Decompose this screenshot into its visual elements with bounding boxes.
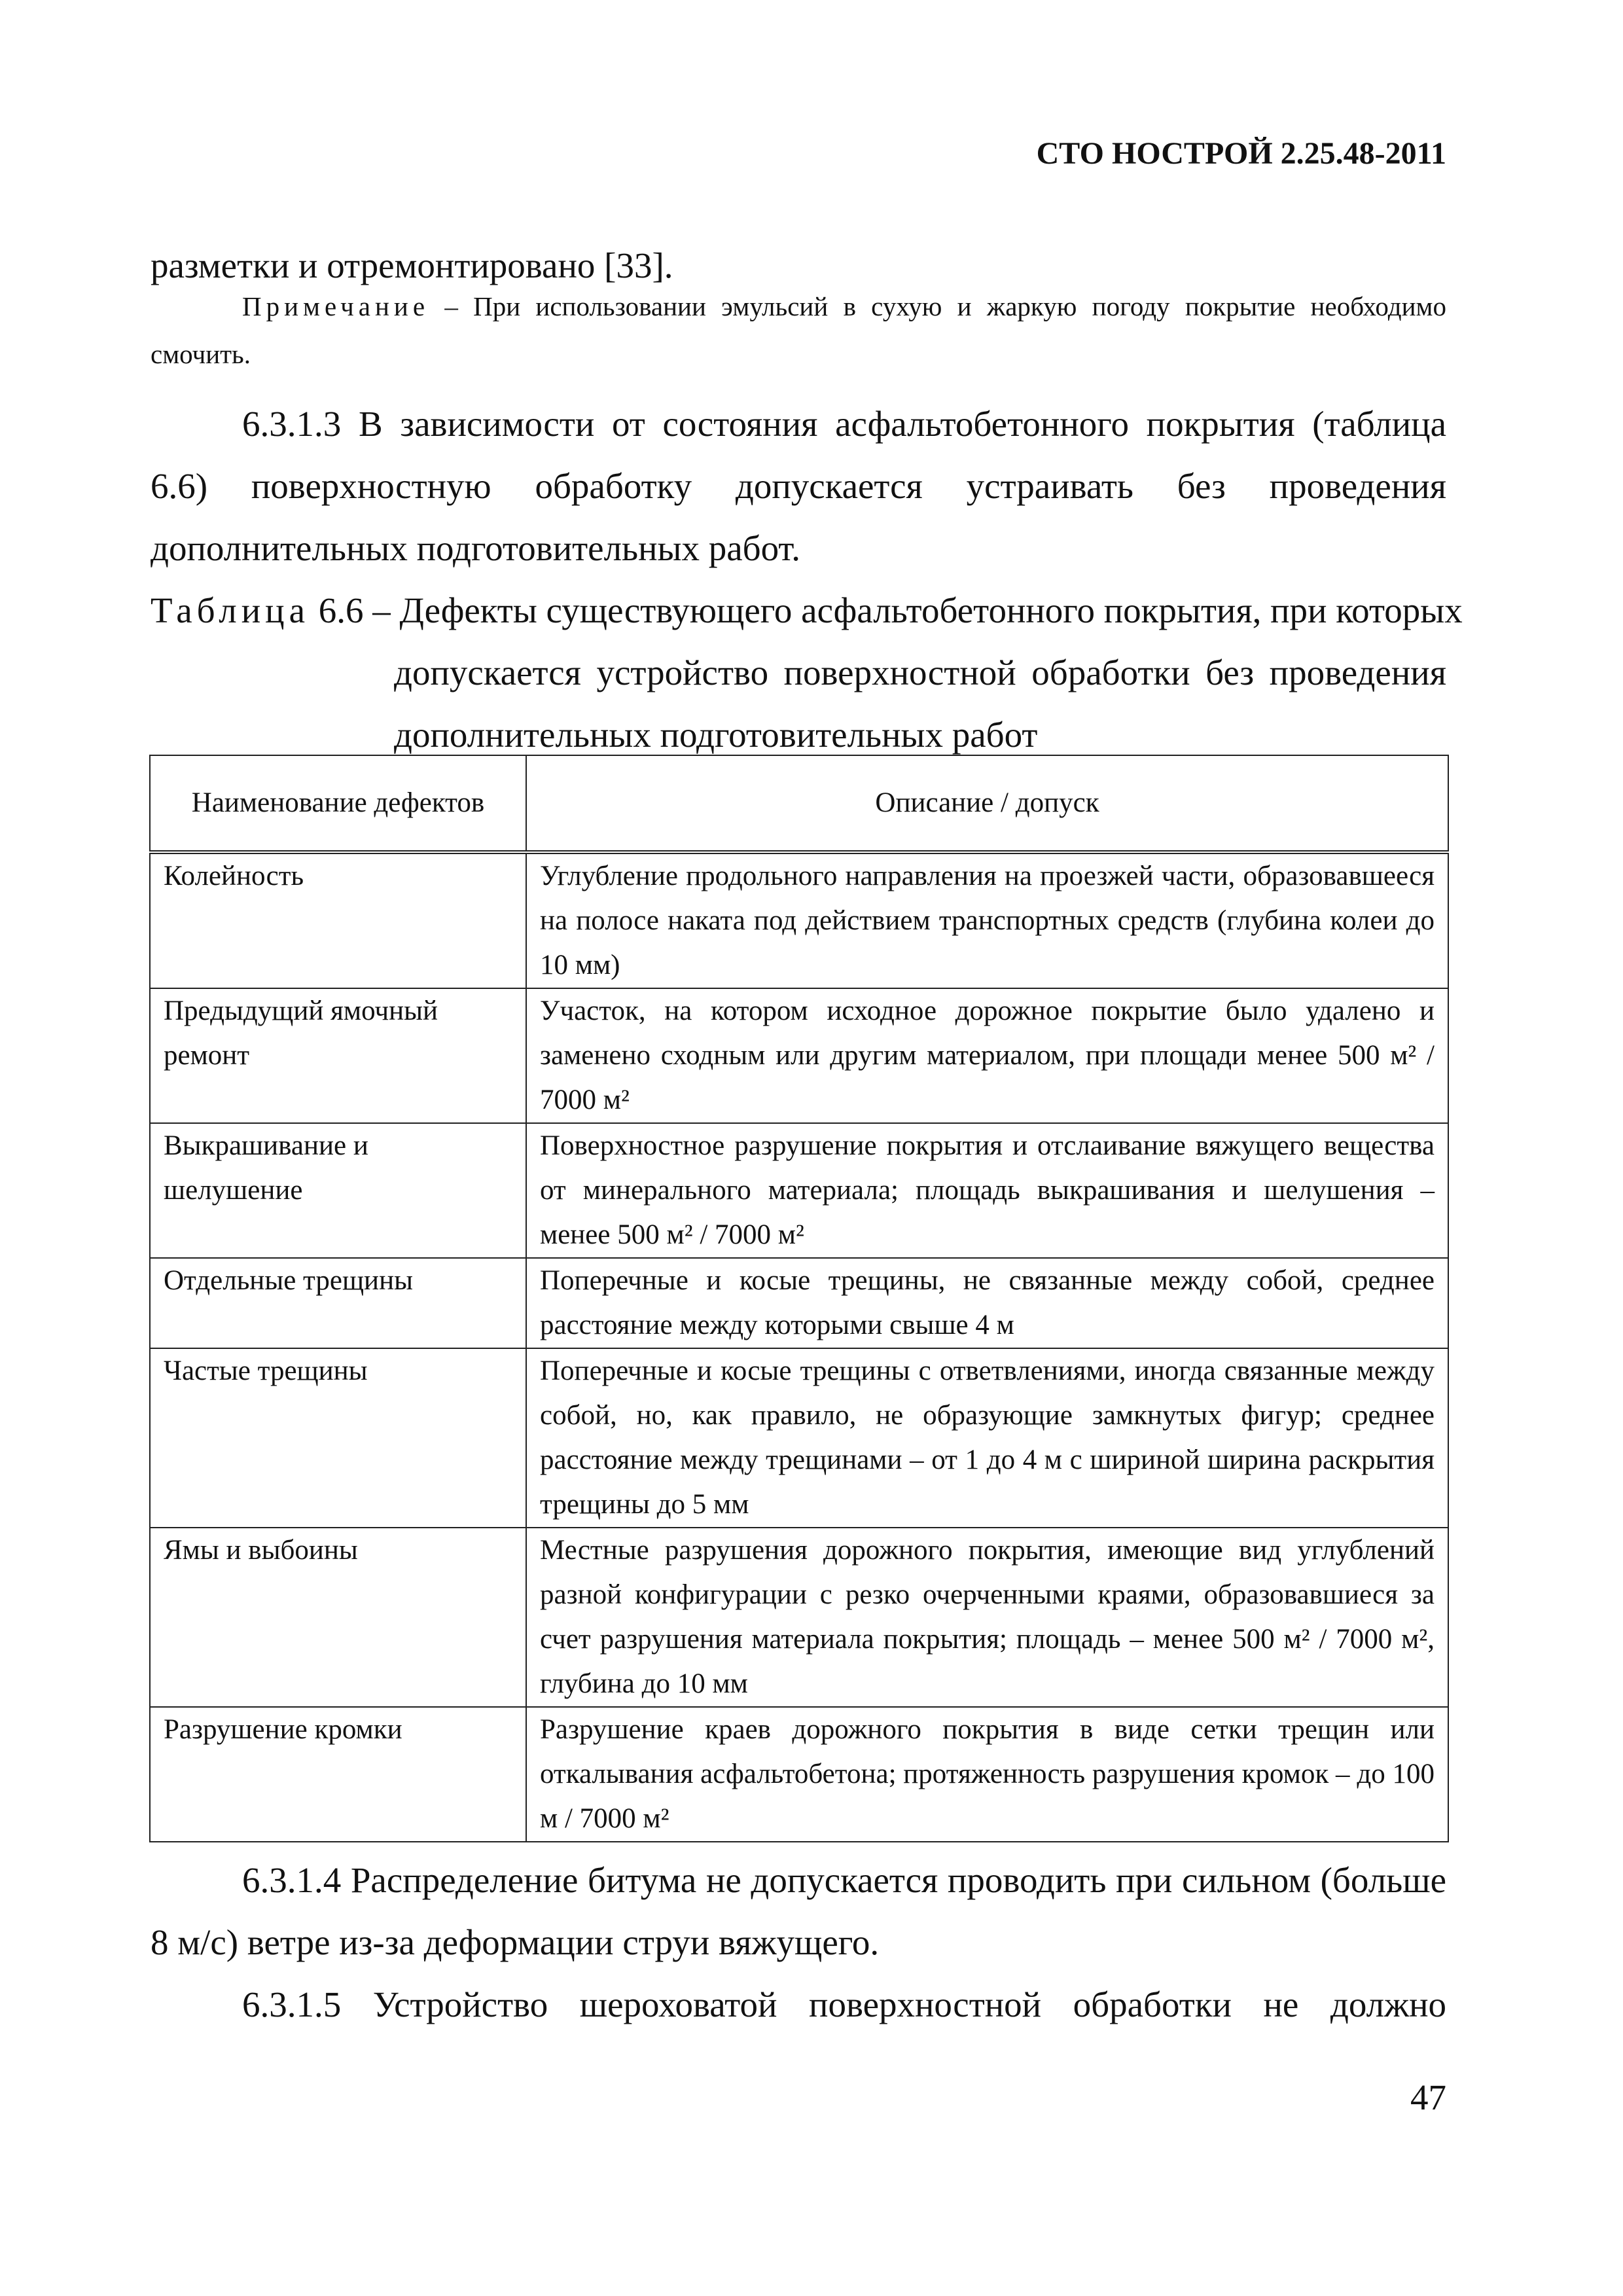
defect-name-cell: Отдельные трещины [150,1258,526,1348]
defect-name-cell: Предыдущий ямочный ремонт [150,988,526,1123]
header-description: Описание / допуск [526,755,1448,852]
defect-description-cell: Местные разрушения дорожного покрытия, имеющие вид углублений разной конфигурации с резко очерченными краями, образовавшиеся за счет разрушения материала покрытия; площадь – менее 500 м² / 7000 м², глубина до 10 мм [526,1528,1448,1707]
note-text: – При использовании эмульсий в сухую и жаркую погоду покрытие необходимо смочить. [151,291,1446,369]
intro-line: разметки и отремонтировано [33]. [151,245,673,285]
paragraph-6-3-1-3: 6.3.1.3 В зависимости от состояния асфальтобетонного покрытия (таблица 6.6) поверхностную обработку допускается устраивать без проведения дополнительных подготовительных работ. [151,404,1446,568]
table-caption [151,579,1463,766]
table-row [150,1528,1448,1707]
defect-name-cell: Колейность [150,852,526,988]
paragraph-6-3-1-5: 6.3.1.5 Устройство шероховатой поверхностной обработки не должно [242,1984,1446,2024]
table-row [150,988,1448,1123]
defect-description-cell: Поперечные и косые трещины с ответвлениями, иногда связанные между собой, но, как правило, не образующие замкнутых фигур; среднее расстояние между трещинами – от 1 до 4 м с шириной ширина раскрытия трещины до 5 мм [526,1348,1448,1528]
table-row [150,1258,1448,1348]
table-header-row [150,755,1448,852]
defect-name-cell: Ямы и выбоины [150,1528,526,1707]
defect-description-cell: Углубление продольного направления на проезжей части, образовавшееся на полосе наката под действием транспортных средств (глубина колеи до 10 мм) [526,852,1448,988]
document-header: СТО НОСТРОЙ 2.25.48-2011 [1036,136,1446,171]
defect-name-cell: Частые трещины [150,1348,526,1528]
page-number: 47 [1410,2077,1446,2117]
defect-description-cell: Участок, на котором исходное дорожное покрытие было удалено и заменено сходным или другим материалом, при площади менее 500 м² / 7000 м² [526,988,1448,1123]
defect-name-cell: Выкрашивание и шелушение [150,1123,526,1258]
table-row [150,852,1448,988]
table-row [150,1123,1448,1258]
paragraph-6-3-1-4: 6.3.1.4 Распределение битума не допускается проводить при сильном (больше 8 м/с) ветре из-за деформации струи вяжущего. [151,1860,1446,1962]
table-caption-label: Таблица [151,590,310,630]
defects-table [149,755,1449,1842]
header-defect-name: Наименование дефектов [150,755,526,852]
note-label: Примечание [242,291,430,321]
note-paragraph [151,283,1446,378]
table-row [150,1707,1448,1842]
defect-description-cell: Поверхностное разрушение покрытия и отслаивание вяжущего вещества от минерального материала; площадь выкрашивания и шелушения – менее 500 м² / 7000 м² [526,1123,1448,1258]
table-caption-line1 [151,579,1463,641]
table-caption-title-start: 6.6 – Дефекты существующего асфальтобетонного покрытия, при которых [309,590,1463,630]
defect-description-cell: Разрушение краев дорожного покрытия в виде сетки трещин или откалывания асфальтобетона; протяженность разрушения кромок – до 100 м / 7000 м² [526,1707,1448,1842]
defect-name-cell: Разрушение кромки [150,1707,526,1842]
table-row [150,1348,1448,1528]
table-caption-continuation: допускается устройство поверхностной обработки без проведения дополнительных подготовительных работ [394,653,1446,755]
defect-description-cell: Поперечные и косые трещины, не связанные между собой, среднее расстояние между которыми свыше 4 м [526,1258,1448,1348]
